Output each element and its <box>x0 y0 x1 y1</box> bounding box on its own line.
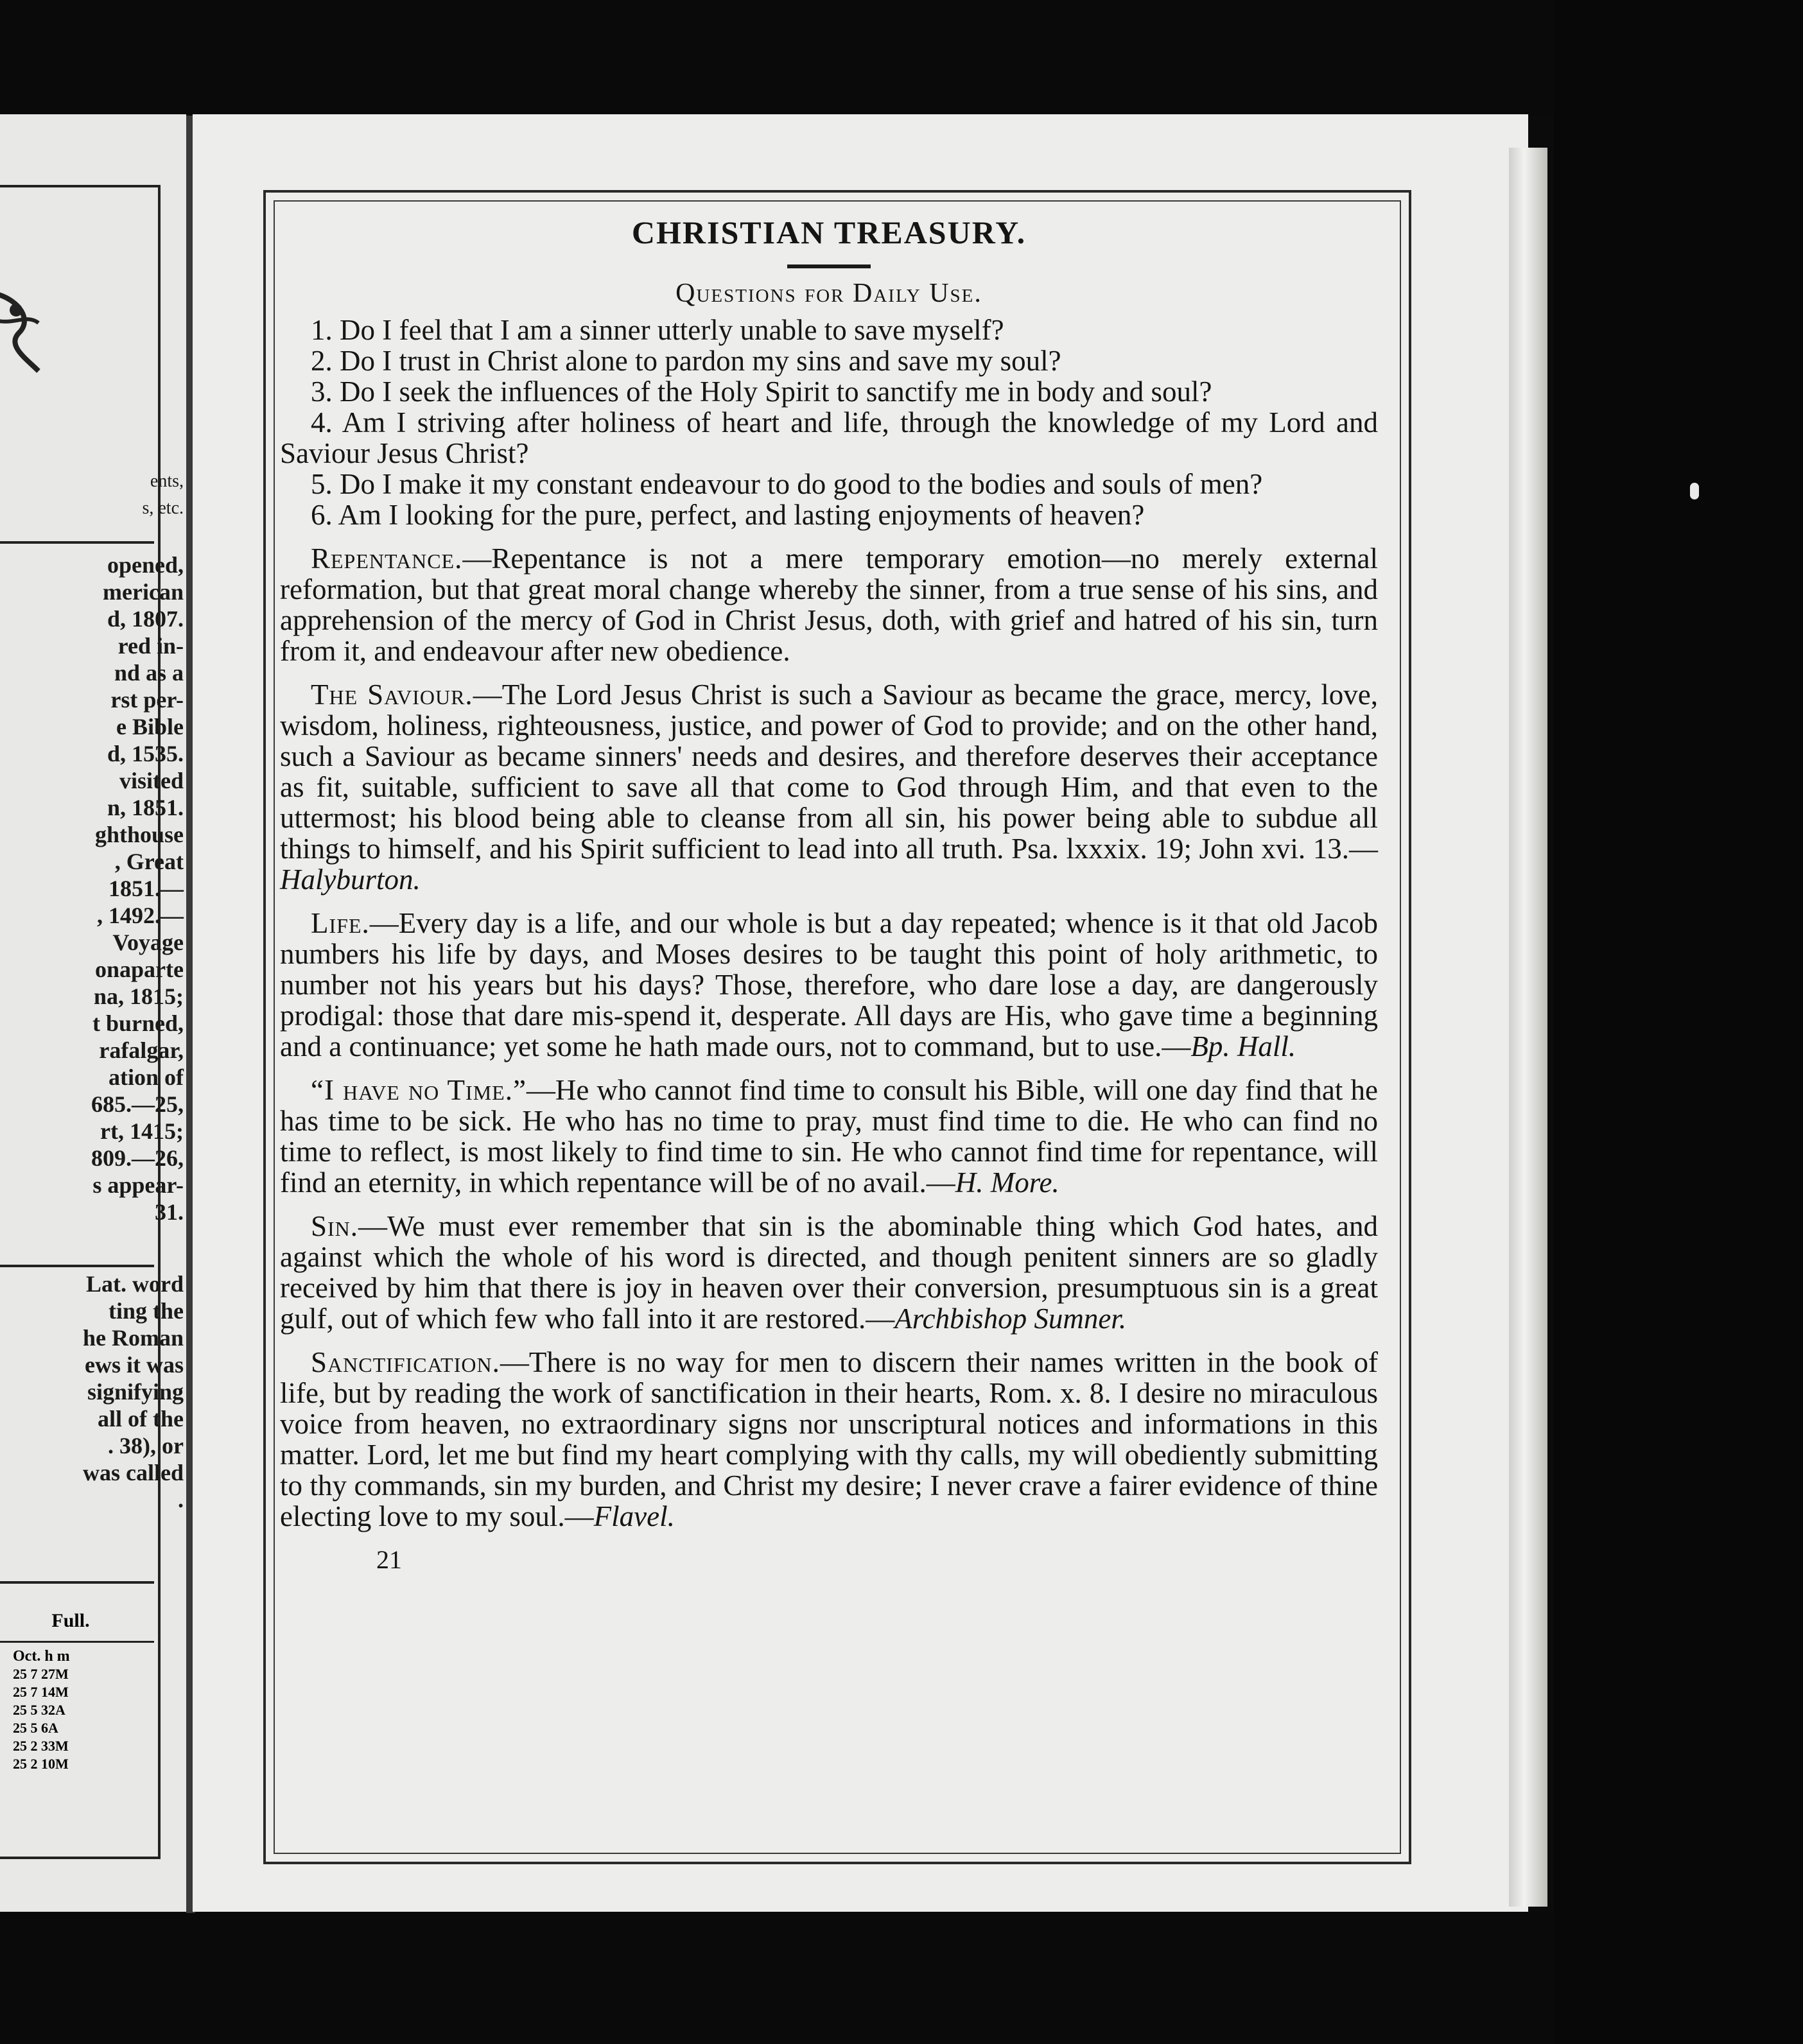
left-page-line: opened, <box>107 552 184 578</box>
left-page-line: ents, <box>150 471 184 491</box>
question-item: 6. Am I looking for the pure, perfect, and lasting enjoyments of heaven? <box>311 499 1145 531</box>
dust-speck <box>1690 483 1699 499</box>
left-page-line: ation of <box>109 1064 184 1090</box>
table-row: 25 5 6A <box>13 1720 58 1736</box>
left-page-line: 685.—25, <box>91 1091 184 1117</box>
page-content <box>280 214 1378 1575</box>
entry-paragraph <box>280 908 1378 1062</box>
question-item: 2. Do I trust in Christ alone to pardon my sins and save my soul? <box>311 345 1061 377</box>
entry-heading: The Saviour. <box>311 679 473 711</box>
entry-paragraph <box>280 679 1378 895</box>
page-title: CHRISTIAN TREASURY. <box>631 214 1027 250</box>
section-subtitle: Questions for Daily Use. <box>675 279 982 308</box>
entry-paragraph <box>280 1211 1378 1334</box>
question-item: 3. Do I seek the influences of the Holy Spirit to sanctify me in body and soul? <box>311 376 1212 408</box>
left-page-line: ghthouse <box>94 822 184 847</box>
film-border-right <box>1554 0 1803 2044</box>
left-page-line: , Great <box>114 849 184 874</box>
film-border-top <box>0 0 1803 116</box>
table-row: 25 7 27M <box>13 1666 69 1682</box>
entry-heading: Sanctification. <box>311 1346 500 1378</box>
question-item: 4. Am I striving after holiness of heart and life, through the knowledge of my Lord and Saviour Jesus Christ? <box>280 406 1378 469</box>
left-page-line: s appear- <box>92 1172 184 1198</box>
left-page-line: rst per- <box>110 687 184 713</box>
entry-body: —Every day is a life, and our whole is but a day repeated; whence is it that old Jacob numbers his life by days, and Moses desires to be taught this point of holy arithmetic, to number not his years but his days? Those, therefore, who dare lose a day, are dangerously prodigal: those that dare mis-spend it, desperate. All days are His, who gave time a beginning and a continuance; yet some he hath made ours, not to command, but to use.— <box>280 907 1378 1062</box>
left-page-line: red in- <box>118 633 184 659</box>
question-item: 5. Do I make it my constant endeavour to do good to the bodies and souls of men? <box>311 468 1263 500</box>
paragraphs <box>280 543 1378 1532</box>
left-page-rule <box>0 541 154 544</box>
left-page-line: . 38), or <box>108 1433 184 1459</box>
entry-paragraph <box>280 543 1378 666</box>
left-page <box>0 114 186 1912</box>
left-page-line: 31. <box>155 1199 184 1225</box>
left-page-line: n, 1851. <box>107 795 184 820</box>
left-page-line: d, 1535. <box>107 741 184 766</box>
entry-citation: Halyburton. <box>280 863 421 896</box>
entry-paragraph <box>280 1075 1378 1198</box>
entry-heading: Repentance. <box>311 542 463 575</box>
entry-heading: Sin. <box>311 1210 359 1242</box>
table-row: 25 7 14M <box>13 1684 69 1700</box>
left-page-line: ting the <box>109 1298 184 1324</box>
entry-paragraph <box>280 1347 1378 1532</box>
page-edge <box>1509 148 1547 1907</box>
left-page-line: e Bible <box>116 714 184 740</box>
table-header: Full. <box>51 1610 90 1631</box>
left-page-rule <box>0 1581 154 1584</box>
entry-body: —We must ever remember that sin is the abominable thing which God hates, and against which the whole of his word is directed, and though penitent sinners are so gladly received by him that there is joy in heaven over their conversion, presumptuous sin is a great gulf, out of which few who fall into it are restored.— <box>280 1210 1378 1335</box>
question-item: 1. Do I feel that I am a sinner utterly unable to save myself? <box>311 314 1004 346</box>
left-page-line: merican <box>103 579 184 605</box>
left-page-line: signifying <box>87 1379 184 1405</box>
entry-citation: Archbishop Sumner. <box>894 1303 1127 1335</box>
table-row: 25 2 33M <box>13 1738 69 1754</box>
entry-heading: Life. <box>311 907 370 939</box>
left-page-line: Voyage <box>112 930 184 955</box>
left-page-line: Lat. word <box>86 1271 184 1297</box>
table-subheader: Oct. h m <box>13 1648 70 1665</box>
left-page-line: 809.—26, <box>91 1145 184 1171</box>
entry-citation: Bp. Hall. <box>1190 1030 1296 1062</box>
left-page-line: was called <box>83 1460 184 1485</box>
left-page-line: 1851.— <box>109 876 184 901</box>
entry-body: —There is no way for men to discern their names written in the book of life, but by reading the work of sanctification in their hearts, Rom. x. 8. I desire no miraculous voice from heaven, no extraordinary signs nor unscriptural notices and informations in this matter. Lord, let me but find my heart complying with thy calls, my will obediently submitting to thy commands, sin my burden, and Christ my desire; I never crave a fairer evidence of thine electing love to my soul.— <box>280 1346 1378 1532</box>
left-page-line: , 1492.— <box>97 903 184 928</box>
questions-list <box>280 315 1378 530</box>
page-frame <box>263 190 1411 1864</box>
left-page-line: visited <box>119 768 184 793</box>
left-page-line: rafalgar, <box>99 1037 184 1063</box>
moon-phase-table <box>0 1610 154 1773</box>
page-number: 21 <box>376 1545 402 1574</box>
entry-body: —The Lord Jesus Christ is such a Saviour as became the grace, mercy, love, wisdom, holiness, righteousness, justice, and power of God to provide; and on the other hand, such a Saviour as became sinners' needs and desires, and therefore deserves their acceptance as fit, suitable, sufficient to save all that come to God through Him, and that even to the uttermost; his blood being able to cleanse from all sin, his power being able to subdue all things to himself, and his Spirit sufficient to lead into all truth. Psa. lxxxix. 19; John xvi. 13.— <box>280 679 1378 865</box>
left-page-rule <box>0 1265 154 1267</box>
ornament-icon <box>0 281 45 377</box>
left-page-line: ews it was <box>85 1352 184 1378</box>
entry-heading: “I have no Time.” <box>311 1074 527 1106</box>
left-page-line: rt, 1415; <box>100 1118 184 1144</box>
title-rule <box>787 264 871 268</box>
entry-body: —He who cannot find time to consult his Bible, will one day find that he has time to be sick. He who has no time to pray, must find time to die. He who can find no time to reflect, is most likely to find time to sin. He who cannot find time for repentance, will find an eternity, in which repentance will be of no avail.— <box>280 1074 1378 1199</box>
left-page-line: na, 1815; <box>93 983 184 1009</box>
left-page-line: t burned, <box>92 1010 184 1036</box>
film-border-bottom <box>0 1913 1803 2044</box>
table-row: 25 2 10M <box>13 1756 69 1772</box>
left-page-line: d, 1807. <box>107 606 184 632</box>
left-page-line: onaparte <box>95 957 184 982</box>
entry-citation: Flavel. <box>593 1500 675 1532</box>
left-page-line: all of the <box>98 1406 184 1432</box>
left-page-line: s, etc. <box>142 498 184 518</box>
entry-body: —Repentance is not a mere temporary emotion—no merely external reformation, but that great moral change whereby the sinner, from a true sense of his sins, and apprehension of the mercy of God in Christ Jesus, doth, with grief and hatred of his sin, turn from it, and endeavour after new obedience. <box>280 542 1378 667</box>
left-page-line: he Roman <box>82 1325 184 1351</box>
table-row: 25 5 32A <box>13 1702 65 1718</box>
left-page-line: . <box>178 1487 184 1512</box>
entry-citation: H. More. <box>955 1166 1059 1199</box>
left-page-line: nd as a <box>114 660 184 686</box>
